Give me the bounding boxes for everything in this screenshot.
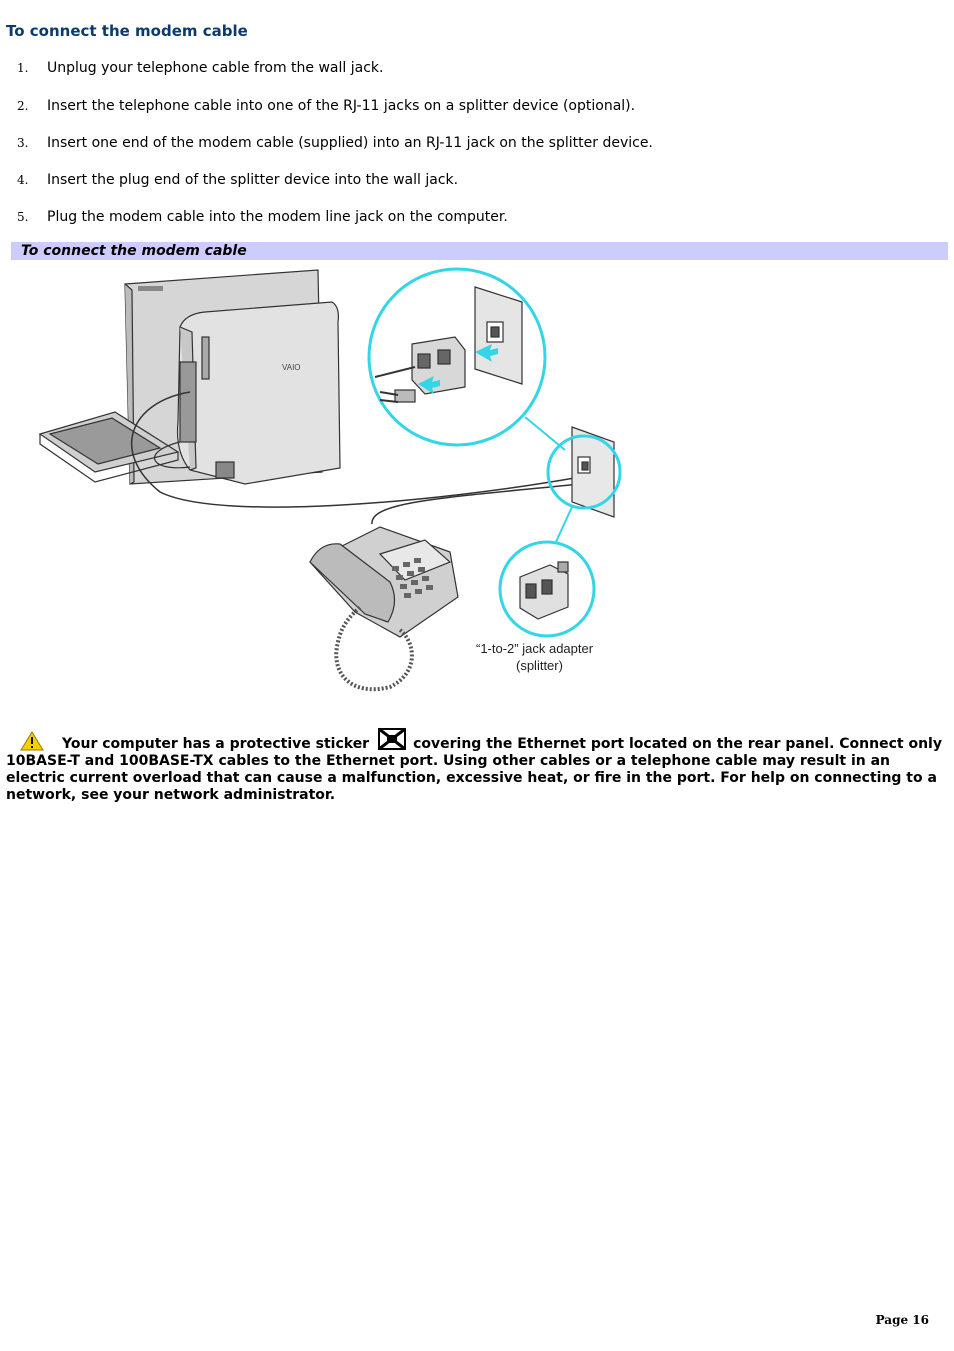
ethernet-sticker-icon	[377, 727, 407, 751]
step-number: 2.	[17, 99, 29, 113]
step-number: 5.	[17, 210, 29, 224]
warning-text-end: covering the Ethernet port located on the rear panel. Connect only 10BASE-T and 100BASE-TX cables to the Ethernet port. Using other cables or a telephone cable may result in an electric current overload that can cause a malfunction, excessive heat, or fire in the port. For help on connecting to a network, see your network administrator.	[6, 736, 942, 803]
page-number: Page 16	[875, 1313, 929, 1327]
callout-label: “1-to-2” jack adapter	[476, 641, 594, 656]
step-number: 3.	[17, 136, 29, 150]
figure-caption-bar	[11, 242, 948, 260]
figure-caption: To connect the modem cable	[21, 243, 247, 259]
warning-note	[6, 727, 946, 804]
step-text: Insert one end of the modem cable (supplied) into an RJ-11 jack on the splitter device.	[47, 135, 653, 151]
step-text: Plug the modem cable into the modem line jack on the computer.	[47, 209, 508, 225]
telephone-illustration	[310, 527, 458, 689]
step-text: Unplug your telephone cable from the wall jack.	[47, 60, 384, 76]
computer-illustration	[40, 270, 340, 484]
warning-text-start: Your computer has a protective sticker	[62, 736, 370, 752]
step-number: 1.	[17, 61, 29, 75]
page-title: To connect the modem cable	[6, 22, 248, 40]
step-number: 4.	[17, 173, 29, 187]
step-text: Insert the telephone cable into one of the RJ-11 jacks on a splitter device (optional).	[47, 98, 636, 114]
warning-icon	[20, 731, 44, 751]
wall-jack-illustration	[572, 427, 614, 517]
callout-label: (splitter)	[516, 658, 563, 673]
vaio-logo: VAIO	[282, 363, 301, 372]
modem-connection-illustration	[20, 262, 650, 702]
step-text: Insert the plug end of the splitter device into the wall jack.	[47, 172, 459, 188]
